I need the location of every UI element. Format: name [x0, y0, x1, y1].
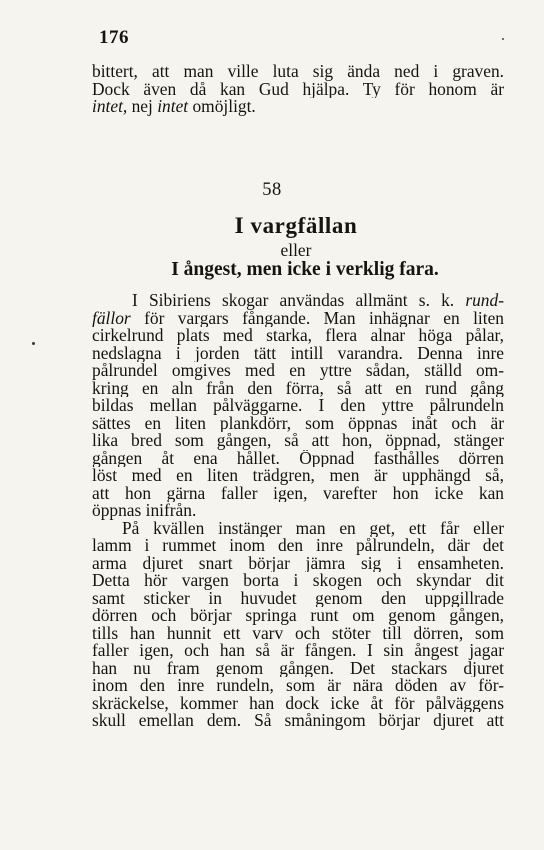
text-line: pålrundel omgives med en yttre sådan, ställd om- — [92, 362, 504, 380]
page-number: 176 — [99, 27, 129, 48]
chapter-number: 58 — [262, 180, 282, 200]
text-line: nedslagna i jorden tätt intill varandra. Denna inre — [92, 344, 504, 362]
text-line: faller igen, och han så är fången. I sin ångest jagar — [92, 642, 504, 660]
text-line — [92, 310, 504, 328]
text-line: att hon gärna faller igen, varefter hon icke kan — [92, 484, 504, 502]
text-line: kring en aln från den förra, så att en rund gång — [92, 379, 504, 397]
text-line: Dock även då kan Gud hjälpa. Ty för honom är — [92, 80, 504, 98]
text-line: öppnas inifrån. — [92, 502, 197, 520]
italic-word: rund- — [465, 292, 504, 310]
text-line: bittert, att man ville luta sig ända ned i graven. — [92, 63, 504, 81]
text-fragment: nej — [127, 98, 158, 116]
margin-mark — [32, 342, 35, 345]
chapter-body — [92, 292, 504, 730]
chapter-title: I vargfällan — [234, 213, 358, 238]
text-line: På kvällen instänger man en get, ett får eller — [122, 519, 504, 537]
print-speck — [502, 38, 504, 40]
text-line: han nu fram genom gången. Det stackars djuret — [92, 659, 504, 677]
text-line: sättes en liten plankdörr, som öppnas inåt och är — [92, 414, 504, 432]
italic-word: intet — [157, 98, 189, 116]
text-line: arma djuret snart börjar jämra sig i ensamheten. — [92, 554, 504, 572]
text-fragment: för vargars fångande. Man inhägnar en liten — [130, 309, 504, 327]
text-line: inom den inre rundeln, som är nära döden av för- — [92, 677, 504, 695]
text-line: skräckelse, kommer han dock icke åt för pålväggens — [92, 694, 504, 712]
text-line: lika bred som gången, så att hon, öppnad, stänger — [92, 432, 504, 450]
text-fragment: I Sibiriens skogar användas allmänt s. k. — [132, 292, 466, 310]
text-line: tills han hunnit ett varv och stöter till dörren, som — [92, 624, 504, 642]
text-fragment: omöjligt. — [188, 98, 256, 116]
text-line: löst med en liten trädgren, men är upphängd så, — [92, 467, 504, 485]
text-line: lamm i rummet inom den inre pålrundeln, där det — [92, 537, 504, 555]
text-line — [92, 292, 504, 310]
text-line: cirkelrund plats med starka, flera alnar höga pålar, — [92, 327, 504, 345]
chapter-subtitle: I ångest, men icke i verklig fara. — [171, 259, 439, 280]
text-line: bildas mellan pålväggarne. I den yttre pålrundeln — [92, 397, 504, 415]
text-line: samt sticker in huvudet genom den uppgillrade — [92, 589, 504, 607]
carry-over-text — [92, 63, 504, 116]
text-line: Detta hör vargen borta i skogen och skyndar dit — [92, 572, 504, 590]
chapter-or: eller — [280, 240, 312, 260]
text-line: skull emellan dem. Så småningom börjar djuret att — [92, 712, 504, 730]
text-line — [92, 98, 504, 116]
text-line: gången åt ena hållet. Öppnad fasthålles dörren — [92, 449, 504, 467]
text-line: dörren och börjar springa runt om genom gången, — [92, 607, 504, 625]
italic-word: intet, — [92, 98, 128, 116]
italic-word: fällor — [92, 309, 131, 327]
